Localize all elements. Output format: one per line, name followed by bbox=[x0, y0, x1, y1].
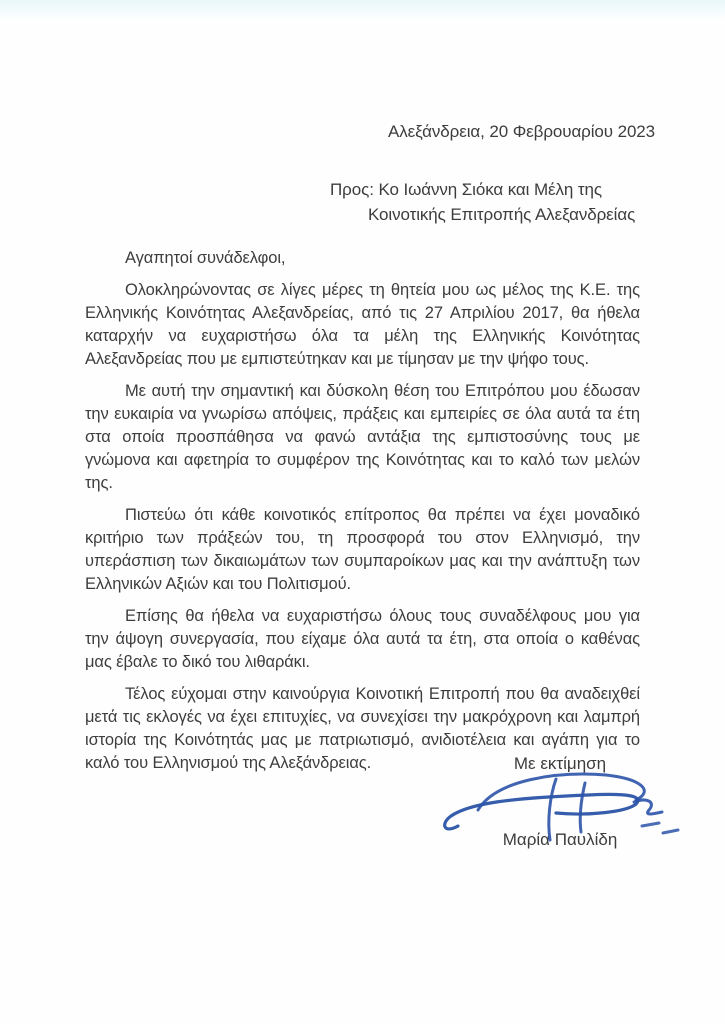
paragraph-1: Ολοκληρώνοντας σε λίγες μέρες τη θητεία μου ως μέλος της Κ.Ε. της Ελληνικής Κοινότητας Αλεξανδρείας, από τις 27 Απριλίου 2017, θα ήθελα καταρχήν να ευχαριστήσω όλα τα μέλη της Ελληνικής Κοινότητας Αλεξανδρείας που με εμπιστεύτηκαν και με τίμησαν με την ψήφο τους. bbox=[85, 281, 640, 368]
recipient-line-2: Κοινοτικής Επιτροπής Αλεξανδρείας bbox=[368, 205, 636, 224]
paragraph-2: Με αυτή την σημαντική και δύσκολη θέση του Επιτρόπου μου έδωσαν την ευκαιρία να γνωρίσω απόψεις, πράξεις και εμπειρίες σε όλα αυτά τα έτη στα οποία προσπάθησα να φανώ αντάξια της εμπιστοσύνης τους με γνώμονα και αφετηρία το συμφέρον της Κοινότητας και το καλό των μελών της. bbox=[85, 382, 640, 492]
handwritten-signature-icon bbox=[438, 766, 682, 844]
paragraph-5: Τέλος εύχομαι στην καινούργια Κοινοτική Επιτροπή που θα αναδειχθεί μετά τις εκλογές να έχει επιτυχίες, να συνεχίσει την μακρόχρονη και λαμπρή ιστορία της Κοινότητάς μας με πατριωτισμό, ανιδιοτέλεια και αγάπη για το καλό του Ελληνισμού της Αλεξάνδρειας. bbox=[85, 685, 640, 772]
letter-body bbox=[85, 120, 656, 775]
paragraph-4: Επίσης θα ήθελα να ευχαριστήσω όλους τους συναδέλφους μου για την άψογη συνεργασία, που είχαμε όλα αυτά τα έτη, στα οποία ο καθένας μας έβαλε το δικό του λιθαράκι. bbox=[85, 607, 640, 671]
signer-name: Μαρία Παυλίδη bbox=[502, 830, 618, 849]
recipient-line-1: Προς: Κο Ιωάννη Σιόκα και Μέλη της bbox=[330, 180, 602, 199]
date-line: Αλεξάνδρεια, 20 Φεβρουαρίου 2023 bbox=[388, 122, 656, 141]
closing-phrase: Με εκτίμηση bbox=[513, 754, 607, 773]
closing-block bbox=[438, 754, 682, 850]
paragraph-3: Πιστεύω ότι κάθε κοινοτικός επίτροπος θα πρέπει να έχει μοναδικό κριτήριο των πράξεών του, τη προσφορά του στον Ελληνισμό, την υπεράσπιση των δικαιωμάτων των συμπαροίκων μας και την ανάπτυξη των Ελληνικών Αξιών και του Πολιτισμού. bbox=[85, 506, 640, 593]
recipient-block bbox=[330, 177, 640, 227]
scanner-edge-artifact bbox=[0, 0, 725, 20]
salutation: Αγαπητοί συνάδελφοι, bbox=[125, 249, 286, 267]
